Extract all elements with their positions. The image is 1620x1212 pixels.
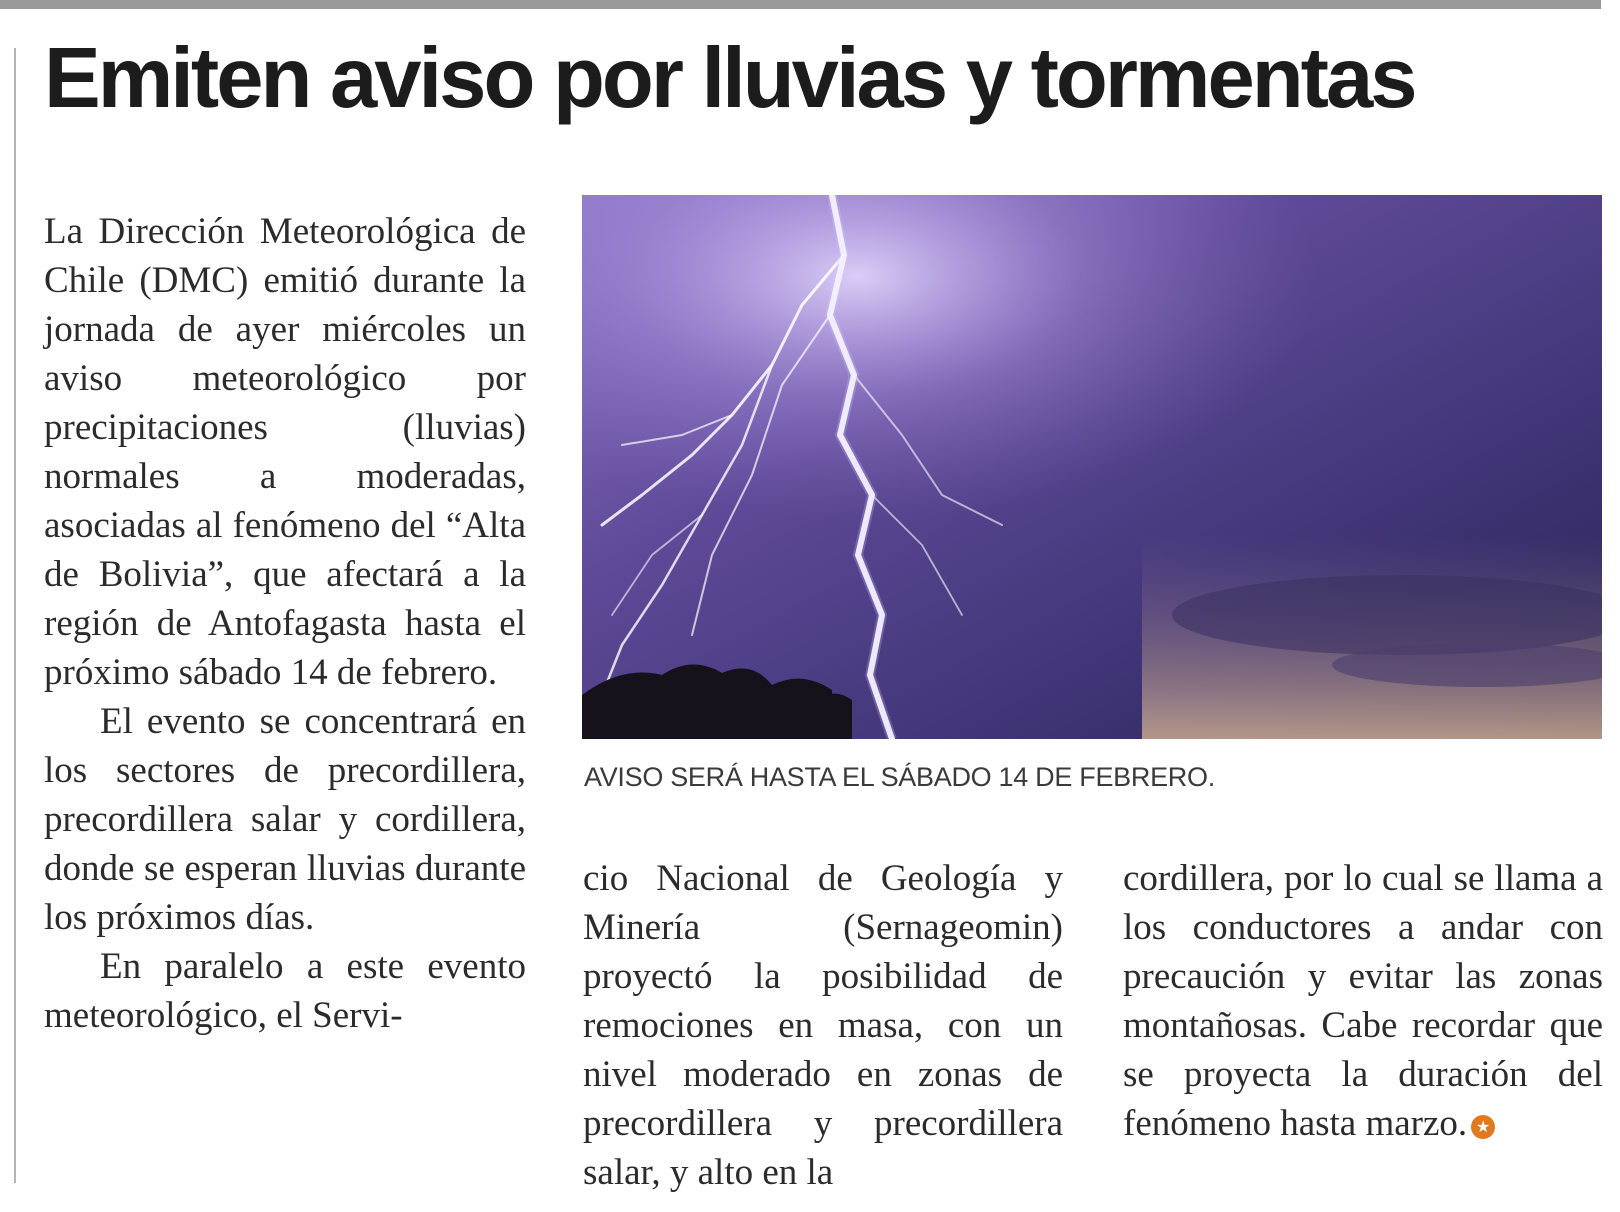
paragraph-3-end-text: cordillera, por lo cual se llama a los conductores a andar con precaución y evitar las zonas montañosas. Cabe recordar que se proyecta la duración del fenómeno hasta marzo. <box>1123 858 1603 1144</box>
paragraph-2: El evento se concentrará en los sectores de precordillera, precordillera salar y cordillera, donde se esperan lluvias durante los próximos días. <box>44 701 526 938</box>
headline: Emiten aviso por lluvias y tormentas <box>44 31 1415 126</box>
paragraph-3-continued: cio Nacional de Geología y Minería (Sernageomin) proyectó la posibilidad de remociones en masa, con un nivel moderado en zonas de precordillera y precordillera salar, y alto en la <box>583 858 1063 1193</box>
photo-caption: AVISO SERÁ HASTA EL SÁBADO 14 DE FEBRERO. <box>584 762 1215 792</box>
lightning-photo <box>582 195 1602 739</box>
paragraph-3: En paralelo a este evento meteorológico, el Servi- <box>44 946 526 1036</box>
paragraph-3-end <box>1123 854 1603 1148</box>
star-circle-icon: ★ <box>1471 1115 1495 1139</box>
article-column-2 <box>583 854 1063 1197</box>
paragraph-1: La Dirección Meteorológica de Chile (DMC) emitió durante la jornada de ayer miércoles un aviso meteorológico por precipitaciones (lluvias) normales a moderadas, asociadas al fenómeno del “Alta de Bolivia”, que afectará a la región de Antofagasta hasta el próximo sábado 14 de febrero. <box>44 211 526 693</box>
top-rule <box>0 0 1601 9</box>
article-column-3 <box>1123 854 1603 1148</box>
article-column-1 <box>44 207 526 1040</box>
column-rule <box>14 48 16 1183</box>
